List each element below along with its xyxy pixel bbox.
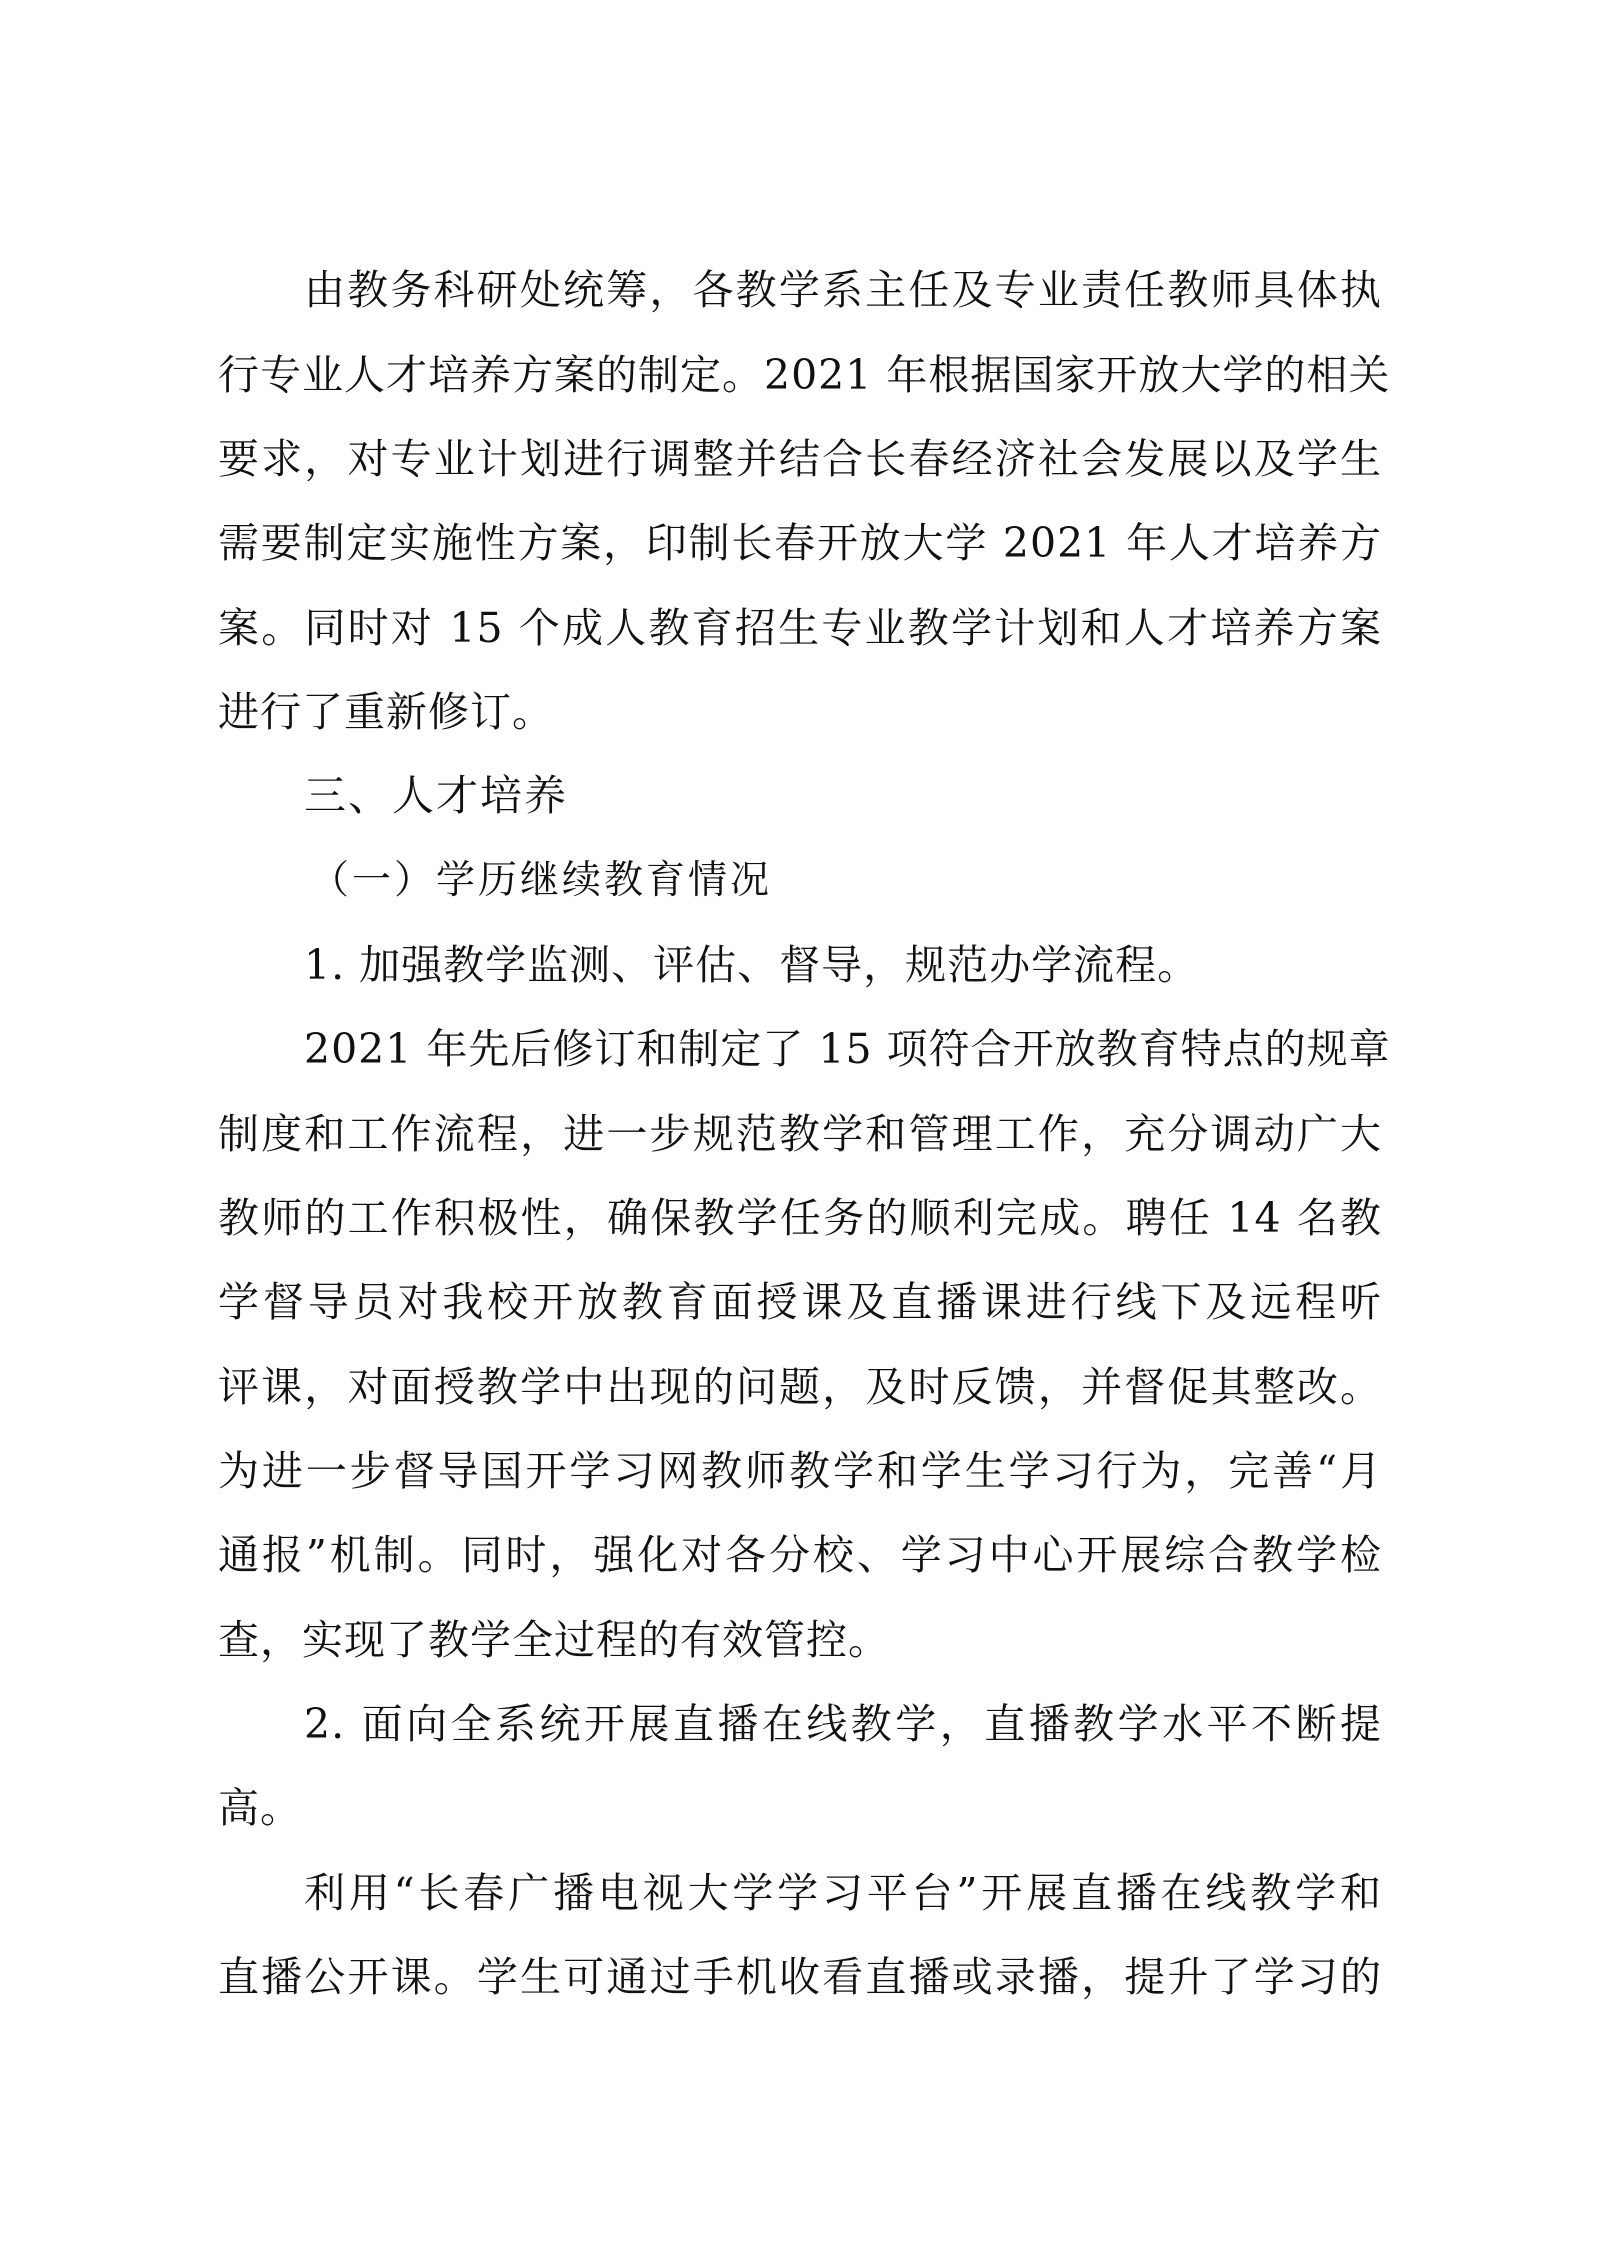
- paragraph-line: 教师的工作积极性，确保教学任务的顺利完成。聘任 14 名教: [218, 1194, 1382, 1242]
- paragraph-line: 行专业人才培养方案的制定。2021 年根据国家开放大学的相关: [218, 351, 1391, 399]
- paragraph-line: 利用“长春广播电视大学学习平台”开展直播在线教学和: [304, 1869, 1382, 1917]
- paragraph-line: 制度和工作流程，进一步规范教学和管理工作，充分调动广大: [218, 1110, 1382, 1158]
- paragraph-line: 通报”机制。同时，强化对各分校、学习中心开展综合教学检: [218, 1531, 1382, 1579]
- paragraph-line: 评课，对面授教学中出现的问题，及时反馈，并督促其整改。: [218, 1363, 1382, 1411]
- paragraph-line: 要求，对专业计划进行调整并结合长春经济社会发展以及学生: [218, 435, 1382, 483]
- section-heading: 三、人才培养: [304, 771, 569, 820]
- paragraph-line: 为进一步督导国开学习网教师教学和学生学习行为，完善“月: [218, 1447, 1382, 1495]
- subsection-heading: （一）学历继续教育情况: [310, 858, 773, 903]
- paragraph-line: 由教务科研处统筹，各教学系主任及专业责任教师具体执: [304, 266, 1382, 314]
- paragraph-line: 查，实现了教学全过程的有效管控。: [218, 1616, 890, 1664]
- paragraph-line: 需要制定实施性方案，印制长春开放大学 2021 年人才培养方: [218, 519, 1382, 567]
- paragraph-line: 案。同时对 15 个成人教育招生专业教学计划和人才培养方案: [218, 604, 1382, 652]
- paragraph-line: 2021 年先后修订和制定了 15 项符合开放教育特点的规章: [304, 1025, 1391, 1073]
- numbered-item-heading: 2. 面向全系统开展直播在线教学，直播教学水平不断提: [304, 1700, 1382, 1748]
- paragraph-line: 学督导员对我校开放教育面授课及直播课进行线下及远程听: [218, 1278, 1382, 1326]
- paragraph-line: 高。: [218, 1784, 302, 1832]
- paragraph-line: 直播公开课。学生可通过手机收看直播或录播，提升了学习的: [218, 1953, 1382, 2001]
- paragraph-line: 进行了重新修订。: [218, 688, 554, 736]
- numbered-item-heading: 1. 加强教学监测、评估、督导，规范办学流程。: [304, 941, 1200, 989]
